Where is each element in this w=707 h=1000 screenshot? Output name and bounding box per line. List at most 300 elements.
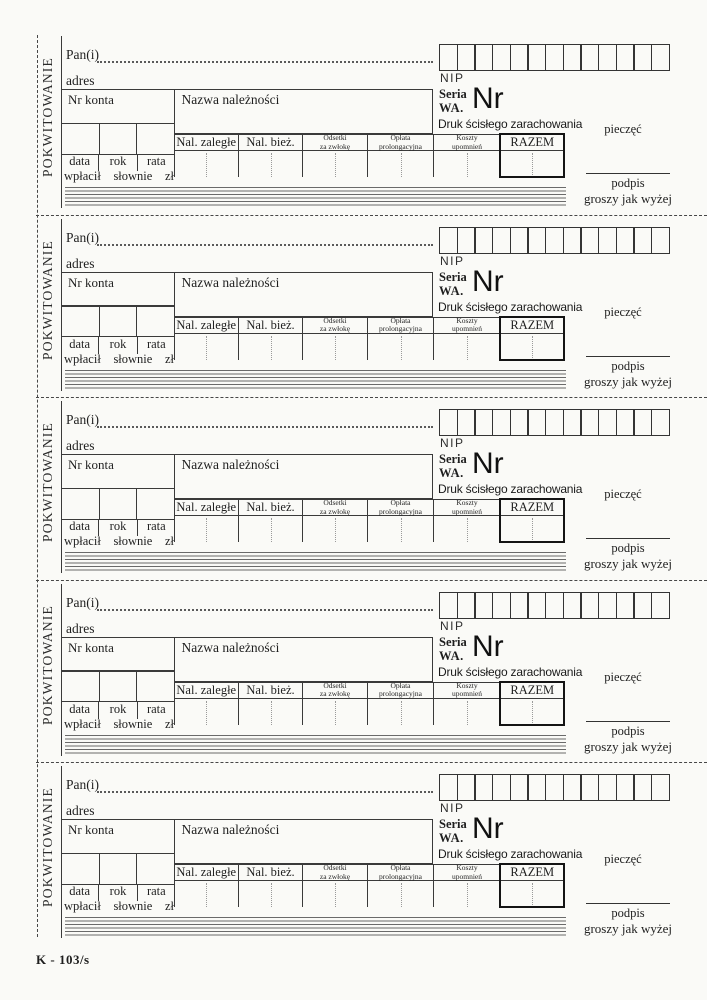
nip-box[interactable] <box>651 774 670 801</box>
nip-box[interactable] <box>616 227 635 254</box>
amounts-table <box>174 317 565 360</box>
account-number-label: Nr konta <box>68 92 114 107</box>
stub-label: POKWITOWANIE <box>40 787 55 907</box>
column-header: RAZEM <box>510 865 555 880</box>
account-cell[interactable] <box>100 671 138 701</box>
stub-label: POKWITOWANIE <box>40 422 55 542</box>
column-header: Koszty upomnień <box>434 683 501 698</box>
currency-label: zł <box>164 534 174 548</box>
account-cell[interactable] <box>62 306 100 336</box>
amount-cell[interactable] <box>303 699 368 725</box>
address-label: adres <box>66 803 95 818</box>
paid-in-words-row <box>64 534 174 549</box>
column-header: Odsetki za zwłokę <box>303 865 368 880</box>
coupons-stack <box>0 33 707 946</box>
nip-box[interactable] <box>633 592 652 619</box>
charge-name-box[interactable] <box>174 89 434 134</box>
account-cell[interactable] <box>100 854 138 884</box>
charge-name-box[interactable] <box>174 819 434 864</box>
receipt-coupon <box>0 763 707 946</box>
nip-box[interactable] <box>474 227 493 254</box>
account-cell[interactable] <box>137 306 174 336</box>
account-cells[interactable] <box>61 305 175 337</box>
series-label: Seria <box>439 634 467 649</box>
strict-accounting-note: Druk ścisłego zarachowania <box>438 482 583 496</box>
account-cells[interactable] <box>61 853 175 885</box>
nip-box[interactable] <box>651 592 670 619</box>
nip-box[interactable] <box>527 774 546 801</box>
payer-name-label: Pan(i) <box>66 777 99 792</box>
nip-box[interactable] <box>474 44 493 71</box>
in-words-label: słownie <box>113 899 153 913</box>
nip-box[interactable] <box>545 409 564 436</box>
charge-name-box[interactable] <box>174 454 434 499</box>
payer-name-field[interactable] <box>97 225 433 246</box>
payer-name-field[interactable] <box>97 407 433 428</box>
nip-box[interactable] <box>527 227 546 254</box>
column-header: Nal. bież. <box>239 683 303 698</box>
number-label: Nr <box>472 447 504 480</box>
charge-name-label: Nazwa należności <box>181 822 280 837</box>
signature-label: podpis <box>611 723 645 738</box>
column-header: RAZEM <box>510 500 555 515</box>
account-number-box[interactable] <box>61 454 175 489</box>
in-words-label: słownie <box>113 534 153 548</box>
nip-box[interactable] <box>580 409 599 436</box>
account-cell[interactable] <box>100 124 138 154</box>
grosze-note: groszy jak wyżej <box>583 373 673 389</box>
column-header: Nal. bież. <box>239 500 303 515</box>
nip-box[interactable] <box>527 592 546 619</box>
series-label: Seria <box>439 817 467 831</box>
nip-box[interactable] <box>598 409 617 436</box>
column-header: Odsetki za zwłokę <box>303 318 368 333</box>
address-label: adres <box>66 620 95 636</box>
signature-line[interactable] <box>586 538 670 539</box>
column-header: Opłata prolongacyjna <box>368 135 434 150</box>
column-header: Koszty upomnień <box>434 865 501 880</box>
account-number-label: Nr konta <box>68 457 114 472</box>
account-cell[interactable] <box>137 124 174 154</box>
series-value: WA. <box>439 466 464 480</box>
payer-name-label: Pan(i) <box>66 594 99 610</box>
amounts-table <box>174 682 565 725</box>
nip-box[interactable] <box>527 409 546 436</box>
payer-name-field[interactable] <box>97 772 433 793</box>
paid-label: wpłacił <box>64 534 101 548</box>
amount-cell[interactable] <box>434 516 501 542</box>
account-cell[interactable] <box>62 671 100 701</box>
address-label: adres <box>66 73 95 88</box>
column-header: Nal. zaległe <box>175 865 240 880</box>
date-label: data <box>69 519 91 533</box>
nip-box[interactable] <box>492 44 511 71</box>
column-header: Odsetki za zwłokę <box>303 135 368 150</box>
account-cell[interactable] <box>62 489 100 519</box>
charge-name-label: Nazwa należności <box>181 92 280 107</box>
series-value: WA. <box>439 831 464 845</box>
nip-box[interactable] <box>616 592 635 619</box>
year-label: rok <box>98 702 137 719</box>
grosze-note: groszy jak wyżej <box>583 556 673 571</box>
nip-box[interactable] <box>492 409 511 436</box>
amount-data-row <box>174 881 565 907</box>
nip-box[interactable] <box>510 592 529 619</box>
nip-box[interactable] <box>439 44 458 71</box>
amount-cell[interactable] <box>501 151 565 177</box>
amount-cell[interactable] <box>434 334 501 360</box>
nip-box[interactable] <box>633 409 652 436</box>
nip-box[interactable] <box>651 227 670 254</box>
nip-box[interactable] <box>616 409 635 436</box>
amount-cell[interactable] <box>175 881 240 907</box>
account-number-label: Nr konta <box>68 274 114 290</box>
amount-cell[interactable] <box>175 516 240 542</box>
perforation-separator <box>36 580 707 581</box>
column-header: Nal. bież. <box>239 318 303 333</box>
amount-cell[interactable] <box>303 881 368 907</box>
nip-box[interactable] <box>510 774 529 801</box>
series-label: Seria <box>439 87 467 101</box>
amount-cell[interactable] <box>501 516 565 542</box>
charge-name-box[interactable] <box>174 272 434 317</box>
amount-data-row <box>174 516 565 542</box>
amount-cell[interactable] <box>175 334 240 360</box>
nip-box[interactable] <box>563 44 582 71</box>
nip-box[interactable] <box>616 774 635 801</box>
grosze-note: groszy jak wyżej <box>583 921 673 936</box>
nip-label: NIP <box>440 618 465 633</box>
installment-label: rata <box>146 336 166 351</box>
amount-cell[interactable] <box>239 516 303 542</box>
series-label: Seria <box>439 269 467 284</box>
nip-label: NIP <box>440 436 465 450</box>
nip-box[interactable] <box>598 44 617 71</box>
amount-cell[interactable] <box>501 334 565 360</box>
series-value: WA. <box>439 283 464 298</box>
amount-header-row <box>174 317 565 334</box>
currency-label: zł <box>164 351 174 366</box>
amount-header-row <box>174 134 565 151</box>
nip-box[interactable] <box>616 44 635 71</box>
series-value: WA. <box>439 648 464 663</box>
strict-accounting-note: Druk ścisłego zarachowania <box>438 847 583 861</box>
in-words-label: słownie <box>113 351 153 366</box>
nip-box[interactable] <box>580 44 599 71</box>
signature-line[interactable] <box>586 173 670 174</box>
amounts-table <box>174 499 565 542</box>
charge-name-label: Nazwa należności <box>181 639 280 655</box>
nip-box[interactable] <box>563 409 582 436</box>
year-label: rok <box>98 337 137 354</box>
currency-label: zł <box>164 716 174 731</box>
column-header: Nal. zaległe <box>175 318 240 333</box>
nip-box[interactable] <box>563 774 582 801</box>
nip-label: NIP <box>440 253 465 268</box>
date-label: data <box>69 154 91 168</box>
year-label: rok <box>98 519 137 536</box>
strict-accounting-note: Druk ścisłego zarachowania <box>438 299 583 314</box>
nip-box[interactable] <box>457 44 476 71</box>
nip-boxes[interactable] <box>439 409 670 436</box>
column-header: Opłata prolongacyjna <box>368 683 434 698</box>
amount-data-row <box>174 699 565 725</box>
nip-box[interactable] <box>510 44 529 71</box>
amount-cell[interactable] <box>175 151 240 177</box>
date-label: data <box>69 336 91 351</box>
nip-box[interactable] <box>580 774 599 801</box>
receipt-coupon <box>0 216 707 399</box>
signature-label: podpis <box>611 906 645 920</box>
series-label: Seria <box>439 452 467 466</box>
paid-label: wpłacił <box>64 899 101 913</box>
account-cell[interactable] <box>137 671 174 701</box>
amount-cell[interactable] <box>501 881 565 907</box>
account-number-box[interactable] <box>61 637 175 672</box>
date-label: data <box>69 884 91 898</box>
nip-box[interactable] <box>633 44 652 71</box>
amount-cell[interactable] <box>175 699 240 725</box>
series-value: WA. <box>439 101 464 115</box>
column-header: Opłata prolongacyjna <box>368 318 434 333</box>
nip-box[interactable] <box>633 774 652 801</box>
address-label: adres <box>66 438 95 453</box>
nip-box[interactable] <box>633 227 652 254</box>
account-cell[interactable] <box>137 854 174 884</box>
nip-box[interactable] <box>439 227 458 254</box>
column-header: Nal. bież. <box>239 135 303 150</box>
amount-in-words-lines[interactable] <box>65 735 566 756</box>
amount-cell[interactable] <box>368 699 434 725</box>
amounts-table <box>174 134 565 177</box>
column-header: Koszty upomnień <box>434 135 501 150</box>
strict-accounting-note: Druk ścisłego zarachowania <box>438 664 583 679</box>
in-words-label: słownie <box>113 169 153 183</box>
charge-name-label: Nazwa należności <box>181 274 280 290</box>
number-label: Nr <box>472 82 504 115</box>
signature-label: podpis <box>611 358 645 373</box>
column-header: RAZEM <box>510 135 555 150</box>
nip-box[interactable] <box>545 44 564 71</box>
column-header: Odsetki za zwłokę <box>303 683 368 698</box>
amount-header-row <box>174 682 565 699</box>
amount-cell[interactable] <box>239 881 303 907</box>
paid-in-words-row <box>64 899 174 914</box>
account-cell[interactable] <box>62 124 100 154</box>
nip-box[interactable] <box>580 592 599 619</box>
amount-cell[interactable] <box>368 334 434 360</box>
nip-box[interactable] <box>474 592 493 619</box>
receipt-coupon <box>0 398 707 581</box>
amount-cell[interactable] <box>368 516 434 542</box>
column-header: Nal. zaległe <box>175 500 240 515</box>
perforation-separator <box>36 762 707 763</box>
number-label: Nr <box>472 812 504 845</box>
payer-name-label: Pan(i) <box>66 47 99 62</box>
stamp-area-label: pieczęć <box>604 122 642 136</box>
address-label: adres <box>66 255 95 271</box>
account-cells[interactable] <box>61 670 175 702</box>
stamp-area-label: pieczęć <box>604 487 642 501</box>
nip-boxes[interactable] <box>439 592 670 619</box>
amount-cell[interactable] <box>303 151 368 177</box>
nip-box[interactable] <box>492 227 511 254</box>
payer-name-label: Pan(i) <box>66 412 99 427</box>
signature-line[interactable] <box>586 356 670 357</box>
amount-cell[interactable] <box>434 699 501 725</box>
nip-boxes[interactable] <box>439 44 670 71</box>
column-header: Opłata prolongacyjna <box>368 865 434 880</box>
signature-line[interactable] <box>586 721 670 722</box>
payer-name-field[interactable] <box>97 590 433 611</box>
paid-in-words-row <box>64 169 174 184</box>
column-header: Koszty upomnień <box>434 318 501 333</box>
account-cell[interactable] <box>100 306 138 336</box>
nip-box[interactable] <box>527 44 546 71</box>
nip-label: NIP <box>440 801 465 815</box>
paid-in-words-row <box>64 352 174 367</box>
form-code: K - 103/s <box>36 952 90 967</box>
amount-in-words-lines[interactable] <box>65 187 566 208</box>
column-header: Nal. zaległe <box>175 135 240 150</box>
nip-box[interactable] <box>492 592 511 619</box>
nip-box[interactable] <box>598 592 617 619</box>
nip-box[interactable] <box>598 227 617 254</box>
account-number-label: Nr konta <box>68 639 114 655</box>
currency-label: zł <box>164 169 174 183</box>
amount-cell[interactable] <box>434 151 501 177</box>
grosze-note: groszy jak wyżej <box>583 738 673 754</box>
stamp-area-label: pieczęć <box>604 304 642 319</box>
column-header: RAZEM <box>510 682 555 697</box>
installment-label: rata <box>146 519 166 533</box>
year-label: rok <box>98 154 137 171</box>
charge-name-label: Nazwa należności <box>181 457 280 472</box>
amount-cell[interactable] <box>368 151 434 177</box>
currency-label: zł <box>164 899 174 913</box>
account-number-label: Nr konta <box>68 822 114 837</box>
nip-box[interactable] <box>510 227 529 254</box>
nip-box[interactable] <box>474 774 493 801</box>
account-number-box[interactable] <box>61 819 175 854</box>
nip-box[interactable] <box>457 409 476 436</box>
year-label: rok <box>98 884 137 901</box>
signature-line[interactable] <box>586 903 670 904</box>
paid-label: wpłacił <box>64 169 101 183</box>
nip-box[interactable] <box>545 774 564 801</box>
account-cells[interactable] <box>61 488 175 520</box>
payer-name-field[interactable] <box>97 42 433 63</box>
paid-in-words-row <box>64 717 174 732</box>
nip-box[interactable] <box>457 592 476 619</box>
receipt-coupon <box>0 581 707 764</box>
stub-label: POKWITOWANIE <box>40 239 55 360</box>
installment-label: rata <box>146 701 166 716</box>
amount-header-row <box>174 864 565 881</box>
number-label: Nr <box>472 629 504 663</box>
stub-label: POKWITOWANIE <box>40 604 55 725</box>
column-header: Nal. zaległe <box>175 683 240 698</box>
amount-cell[interactable] <box>303 516 368 542</box>
amount-in-words-lines[interactable] <box>65 370 566 391</box>
nip-box[interactable] <box>598 774 617 801</box>
perforation-separator <box>36 215 707 216</box>
nip-boxes[interactable] <box>439 774 670 801</box>
receipt-coupon <box>0 33 707 216</box>
amount-in-words-lines[interactable] <box>65 917 566 938</box>
charge-name-box[interactable] <box>174 637 434 682</box>
signature-label: podpis <box>611 541 645 555</box>
nip-boxes[interactable] <box>439 227 670 254</box>
paid-label: wpłacił <box>64 716 101 731</box>
account-number-box[interactable] <box>61 272 175 307</box>
amount-data-row <box>174 151 565 177</box>
amount-cell[interactable] <box>239 151 303 177</box>
perforation-separator <box>36 397 707 398</box>
account-cell[interactable] <box>137 489 174 519</box>
nip-box[interactable] <box>439 592 458 619</box>
account-number-box[interactable] <box>61 89 175 124</box>
nip-box[interactable] <box>439 774 458 801</box>
amount-cell[interactable] <box>501 699 565 725</box>
nip-box[interactable] <box>563 227 582 254</box>
nip-box[interactable] <box>651 44 670 71</box>
nip-box[interactable] <box>492 774 511 801</box>
amount-data-row <box>174 334 565 360</box>
amount-cell[interactable] <box>239 334 303 360</box>
nip-box[interactable] <box>545 227 564 254</box>
nip-box[interactable] <box>439 409 458 436</box>
strict-accounting-note: Druk ścisłego zarachowania <box>438 117 583 131</box>
stamp-area-label: pieczęć <box>604 669 642 684</box>
amount-cell[interactable] <box>239 699 303 725</box>
nip-box[interactable] <box>563 592 582 619</box>
amounts-table <box>174 864 565 907</box>
column-header: Nal. bież. <box>239 865 303 880</box>
nip-box[interactable] <box>545 592 564 619</box>
nip-box[interactable] <box>580 227 599 254</box>
signature-label: podpis <box>611 176 645 190</box>
payer-name-label: Pan(i) <box>66 229 99 245</box>
account-cell[interactable] <box>62 854 100 884</box>
nip-box[interactable] <box>474 409 493 436</box>
installment-label: rata <box>146 154 166 168</box>
column-header: Opłata prolongacyjna <box>368 500 434 515</box>
amount-in-words-lines[interactable] <box>65 552 566 573</box>
nip-label: NIP <box>440 71 465 85</box>
in-words-label: słownie <box>113 716 153 731</box>
amount-cell[interactable] <box>303 334 368 360</box>
grosze-note: groszy jak wyżej <box>583 191 673 206</box>
stamp-area-label: pieczęć <box>604 852 642 866</box>
column-header: RAZEM <box>510 317 555 332</box>
amount-cell[interactable] <box>434 881 501 907</box>
date-label: data <box>69 701 91 716</box>
column-header: Koszty upomnień <box>434 500 501 515</box>
paid-label: wpłacił <box>64 351 101 366</box>
installment-label: rata <box>146 884 166 898</box>
amount-header-row <box>174 499 565 516</box>
column-header: Odsetki za zwłokę <box>303 500 368 515</box>
amount-cell[interactable] <box>368 881 434 907</box>
nip-box[interactable] <box>651 409 670 436</box>
nip-box[interactable] <box>510 409 529 436</box>
number-label: Nr <box>472 264 504 298</box>
account-cell[interactable] <box>100 489 138 519</box>
nip-box[interactable] <box>457 227 476 254</box>
nip-box[interactable] <box>457 774 476 801</box>
account-cells[interactable] <box>61 123 175 155</box>
